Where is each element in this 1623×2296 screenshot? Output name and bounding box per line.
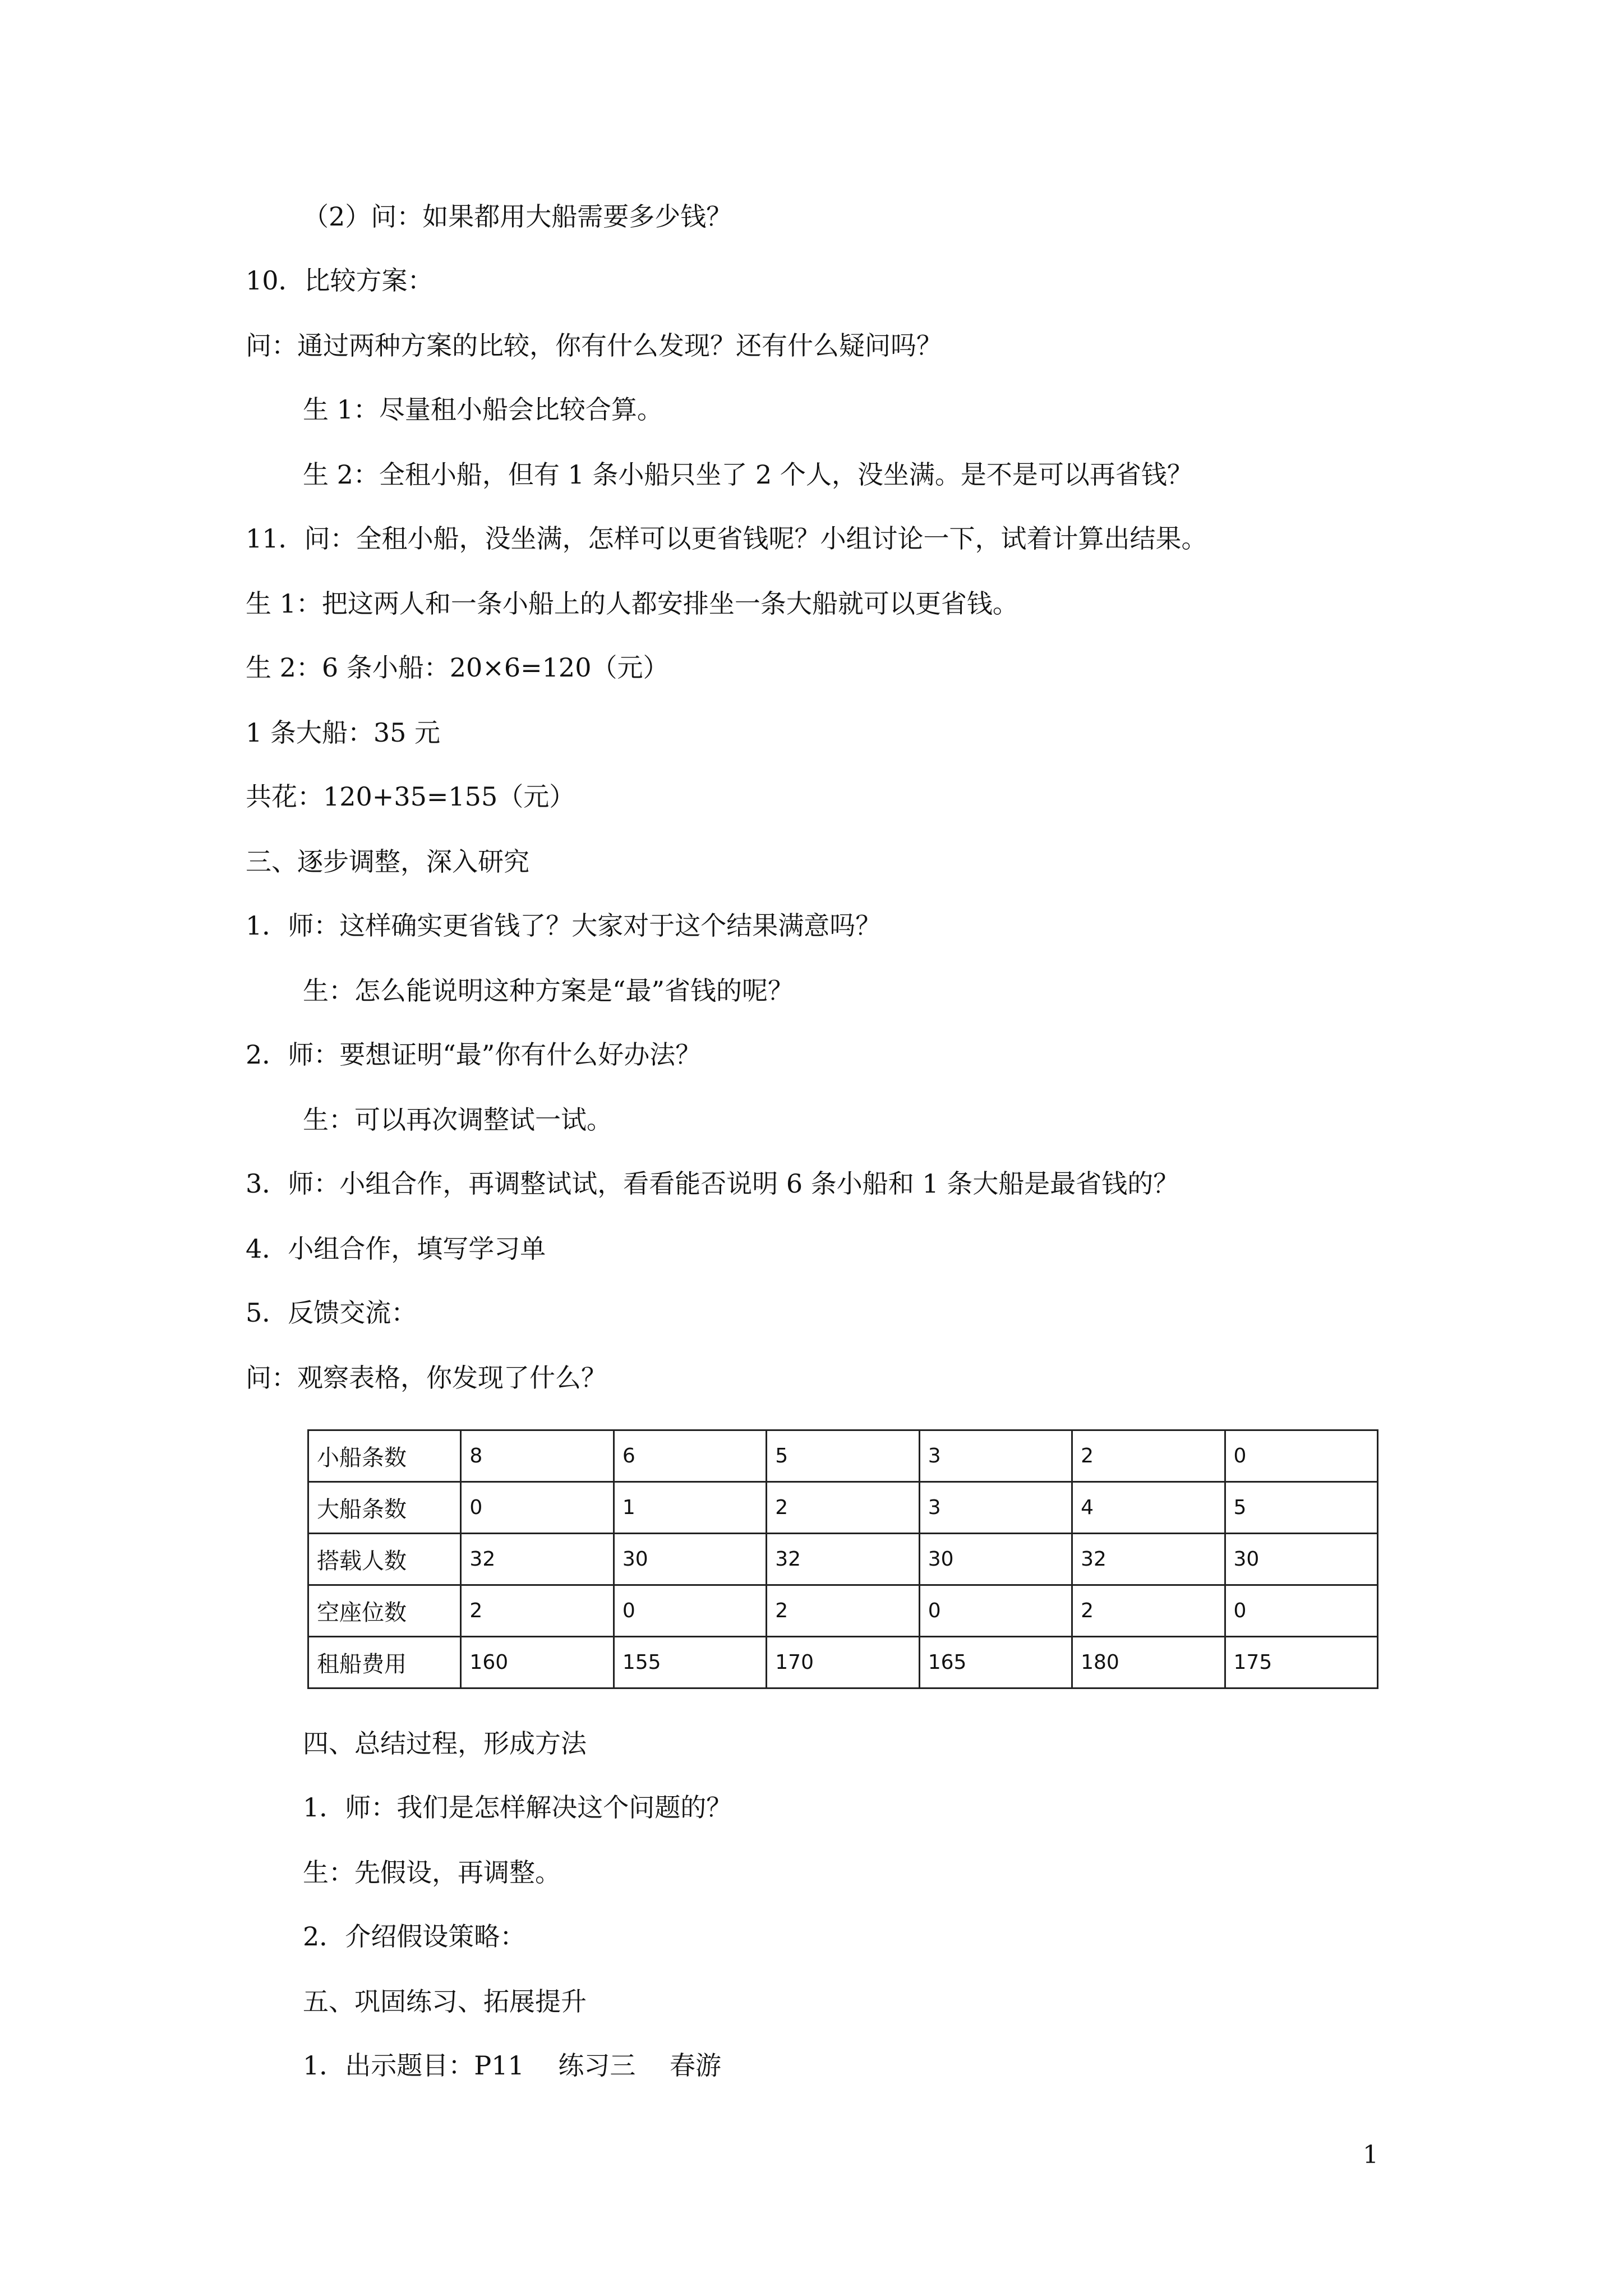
question-line: 问：观察表格，你发现了什么？ xyxy=(246,1363,607,1393)
table-cell: 32 xyxy=(461,1534,614,1585)
teacher-line: 3．师：小组合作，再调整试试，看看能否说明 6 条小船和 1 条大船是最省钱的？ xyxy=(246,1168,1179,1199)
question-line: （2）问：如果都用大船需要多少钱？ xyxy=(303,201,732,232)
table-cell: 1 xyxy=(614,1482,766,1534)
row-header: 空座位数 xyxy=(308,1585,461,1637)
teacher-line: 1．师：我们是怎样解决这个问题的？ xyxy=(303,1792,732,1823)
student-answer-line: 生 1：把这两人和一条小船上的人都安排坐一条大船就可以更省钱。 xyxy=(246,588,1018,619)
table-cell: 2 xyxy=(1072,1585,1225,1637)
page-number: 1 xyxy=(1363,2141,1378,2169)
table-cell: 30 xyxy=(1225,1534,1377,1585)
table-cell: 30 xyxy=(614,1534,766,1585)
row-header: 小船条数 xyxy=(308,1430,461,1482)
row-header: 搭载人数 xyxy=(308,1534,461,1585)
table-cell: 8 xyxy=(461,1430,614,1482)
exercise-line: 1．出示题目：P11 练习三 春游 xyxy=(303,2050,721,2081)
table-cell: 0 xyxy=(919,1585,1072,1637)
table-cell: 170 xyxy=(767,1637,919,1688)
step-line: 4．小组合作，填写学习单 xyxy=(246,1234,546,1264)
student-answer-line: 生：先假设，再调整。 xyxy=(303,1857,561,1888)
table-cell: 5 xyxy=(767,1430,919,1482)
row-header: 租船费用 xyxy=(308,1637,461,1688)
student-answer-line: 生：怎么能说明这种方案是“最”省钱的呢？ xyxy=(303,976,794,1006)
table-cell: 4 xyxy=(1072,1482,1225,1534)
table-cell: 0 xyxy=(1225,1585,1377,1637)
question-line: 问：通过两种方案的比较，你有什么发现？还有什么疑问吗？ xyxy=(246,330,942,361)
student-answer-line: 生 2：全租小船，但有 1 条小船只坐了 2 个人，没坐满。是不是可以再省钱？ xyxy=(303,459,1193,490)
calculation-line: 生 2：6 条小船：20×6=120（元） xyxy=(246,652,669,683)
table-cell: 2 xyxy=(1072,1430,1225,1482)
table-cell: 5 xyxy=(1225,1482,1377,1534)
table-cell: 2 xyxy=(767,1585,919,1637)
table-cell: 175 xyxy=(1225,1637,1377,1688)
calculation-line: 共花：120+35=155（元） xyxy=(246,781,575,812)
section-line: 10．比较方案： xyxy=(246,265,434,296)
table-cell: 160 xyxy=(461,1637,614,1688)
table-row xyxy=(308,1585,1378,1637)
table-cell: 2 xyxy=(767,1482,919,1534)
table-cell: 155 xyxy=(614,1637,766,1688)
table-cell: 180 xyxy=(1072,1637,1225,1688)
section-heading: 三、逐步调整，深入研究 xyxy=(246,846,529,877)
table-row xyxy=(308,1482,1378,1534)
table-cell: 0 xyxy=(614,1585,766,1637)
table-cell: 6 xyxy=(614,1430,766,1482)
table-cell: 0 xyxy=(1225,1430,1377,1482)
table-cell: 30 xyxy=(919,1534,1072,1585)
section-heading: 四、总结过程，形成方法 xyxy=(303,1728,587,1759)
table-cell: 0 xyxy=(461,1482,614,1534)
row-header: 大船条数 xyxy=(308,1482,461,1534)
step-line: 2．介绍假设策略： xyxy=(303,1921,526,1952)
table-cell: 165 xyxy=(919,1637,1072,1688)
section-heading: 五、巩固练习、拓展提升 xyxy=(303,1986,587,2017)
table-cell: 32 xyxy=(767,1534,919,1585)
boat-rental-table-container xyxy=(307,1429,1378,1689)
student-answer-line: 生 1：尽量租小船会比较合算。 xyxy=(303,394,663,425)
table-row xyxy=(308,1637,1378,1688)
table-cell: 32 xyxy=(1072,1534,1225,1585)
calculation-line: 1 条大船：35 元 xyxy=(246,717,441,748)
question-line: 11．问：全租小船，没坐满，怎样可以更省钱呢？小组讨论一下，试着计算出结果。 xyxy=(246,523,1207,554)
table-cell: 3 xyxy=(919,1430,1072,1482)
table-cell: 3 xyxy=(919,1482,1072,1534)
step-line: 5．反馈交流： xyxy=(246,1297,417,1328)
student-answer-line: 生：可以再次调整试一试。 xyxy=(303,1105,612,1135)
boat-rental-table xyxy=(307,1429,1378,1689)
teacher-line: 1．师：这样确实更省钱了？大家对于这个结果满意吗？ xyxy=(246,910,882,941)
table-cell: 2 xyxy=(461,1585,614,1637)
table-row xyxy=(308,1430,1378,1482)
table-row xyxy=(308,1534,1378,1585)
teacher-line: 2．师：要想证明“最”你有什么好办法？ xyxy=(246,1039,702,1070)
